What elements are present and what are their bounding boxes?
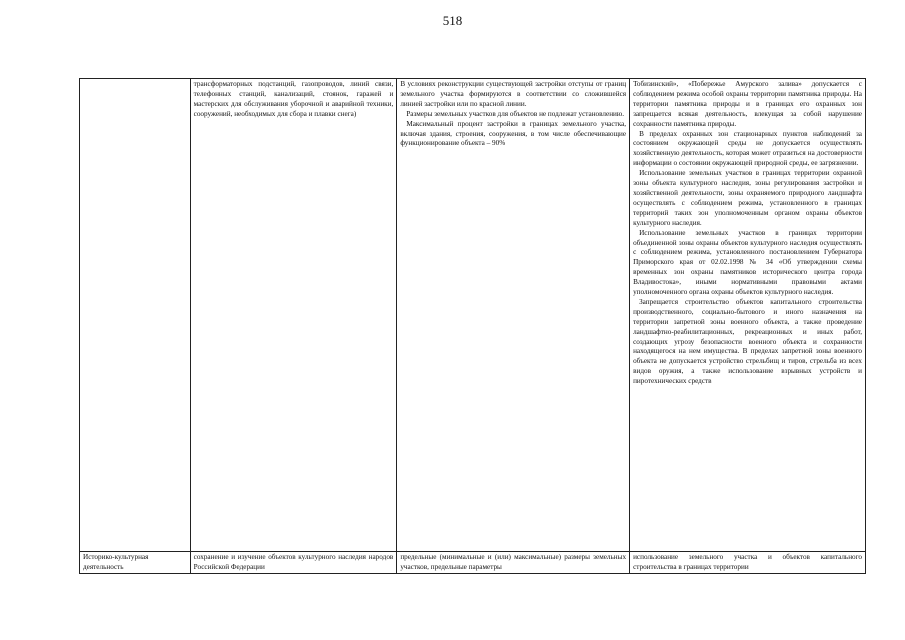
permitted-use-cell: Историко-культурная деятельность — [80, 552, 191, 574]
table-row — [80, 552, 866, 574]
restrictions-paragraph: Тобизинский», «Побережье Амурского залива» допускается с соблюдением режима особой охраны территории памятника природы. На территории памятника природы и в границах его охранных зон запрещается всякая деятельность, влекущая за собой нарушение сохранности памятника природы. — [633, 80, 862, 128]
parameters-cell: предельные (минимальные и (или) максимальные) размеры земельных участков, предельные параметры — [397, 552, 630, 574]
restrictions-cell — [630, 79, 866, 552]
table-row — [80, 79, 866, 552]
restrictions-paragraph: В пределах охранных зон стационарных пунктов наблюдений за состоянием окружающей среды не допускается осуществлять хозяйственную деятельность, которая может отразиться на достоверности информации о состоянии окружающей природной среды, ее загрязнении. — [633, 129, 862, 168]
permitted-use-cell — [80, 79, 191, 552]
restrictions-cell: использование земельного участка и объектов капитального строительства в границах территории — [630, 552, 866, 574]
parameters-cell — [397, 79, 630, 552]
parameters-paragraph: В условиях реконструкции существующей застройки отступы от границ земельного участка формируются в соответствии со сложившейся линией застройки или по красной линии. — [400, 80, 627, 108]
use-description-cell: сохранение и изучение объектов культурного наследия народов Российской Федерации — [190, 552, 397, 574]
parameters-paragraph: Максимальный процент застройки в границах земельного участка, включая здания, строения, сооружения, в том числе обеспечивающие функционирование объекта – 90% — [400, 119, 627, 148]
restrictions-paragraph: Использование земельных участков в границах территории охранной зоны объекта культурного наследия, зоны регулирования застройки и хозяйственной деятельности, зоны охраняемого природного ландшафта осуществлять с соблюдением режима, установленного в границах территорий таких зон уполномоченным органом охраны объектов культурного наследия. — [633, 169, 862, 227]
use-description-text: трансформаторных подстанций, газопроводов, линий связи, телефонных станций, канализаций, стоянок, гаражей и мастерских для обслуживания уборочной и аварийной техники, сооружений, необходимых для сбора и плавки снега) — [193, 80, 394, 118]
restrictions-paragraph: Запрещается строительство объектов капитального строительства производственного, социально-бытового и иного назначения на территории запретной зоны военного объекта, а также проведение ландшафтно-реабилитационных, рекреационных и иных работ, создающих угрозу безопасности военного объекта и сохранности находящегося на нем имущества. В пределах запретной зоны военного объекта не допускается устройство стрельбищ и тиров, стрельба из всех видов оружия, а также использование взрывных устройств и пиротехнических средств — [633, 297, 862, 386]
page-number: 518 — [442, 13, 463, 28]
zoning-regulations-table — [79, 78, 866, 574]
use-description-cell — [190, 79, 397, 552]
parameters-paragraph: Размеры земельных участков для объектов не подлежат установлению. — [406, 109, 625, 118]
restrictions-paragraph: Использование земельных участков в границах территории объединенной зоны охраны объектов культурного наследия осуществлять с соблюдением режима, установленного постановлением Губернатора Приморского края от 02.02.1998 № 34 «Об утверждении схемы временных зон охраны памятников исторического центра города Владивостока», иными нормативными правовыми актами уполномоченного органа охраны объектов культурного наследия. — [633, 228, 862, 297]
